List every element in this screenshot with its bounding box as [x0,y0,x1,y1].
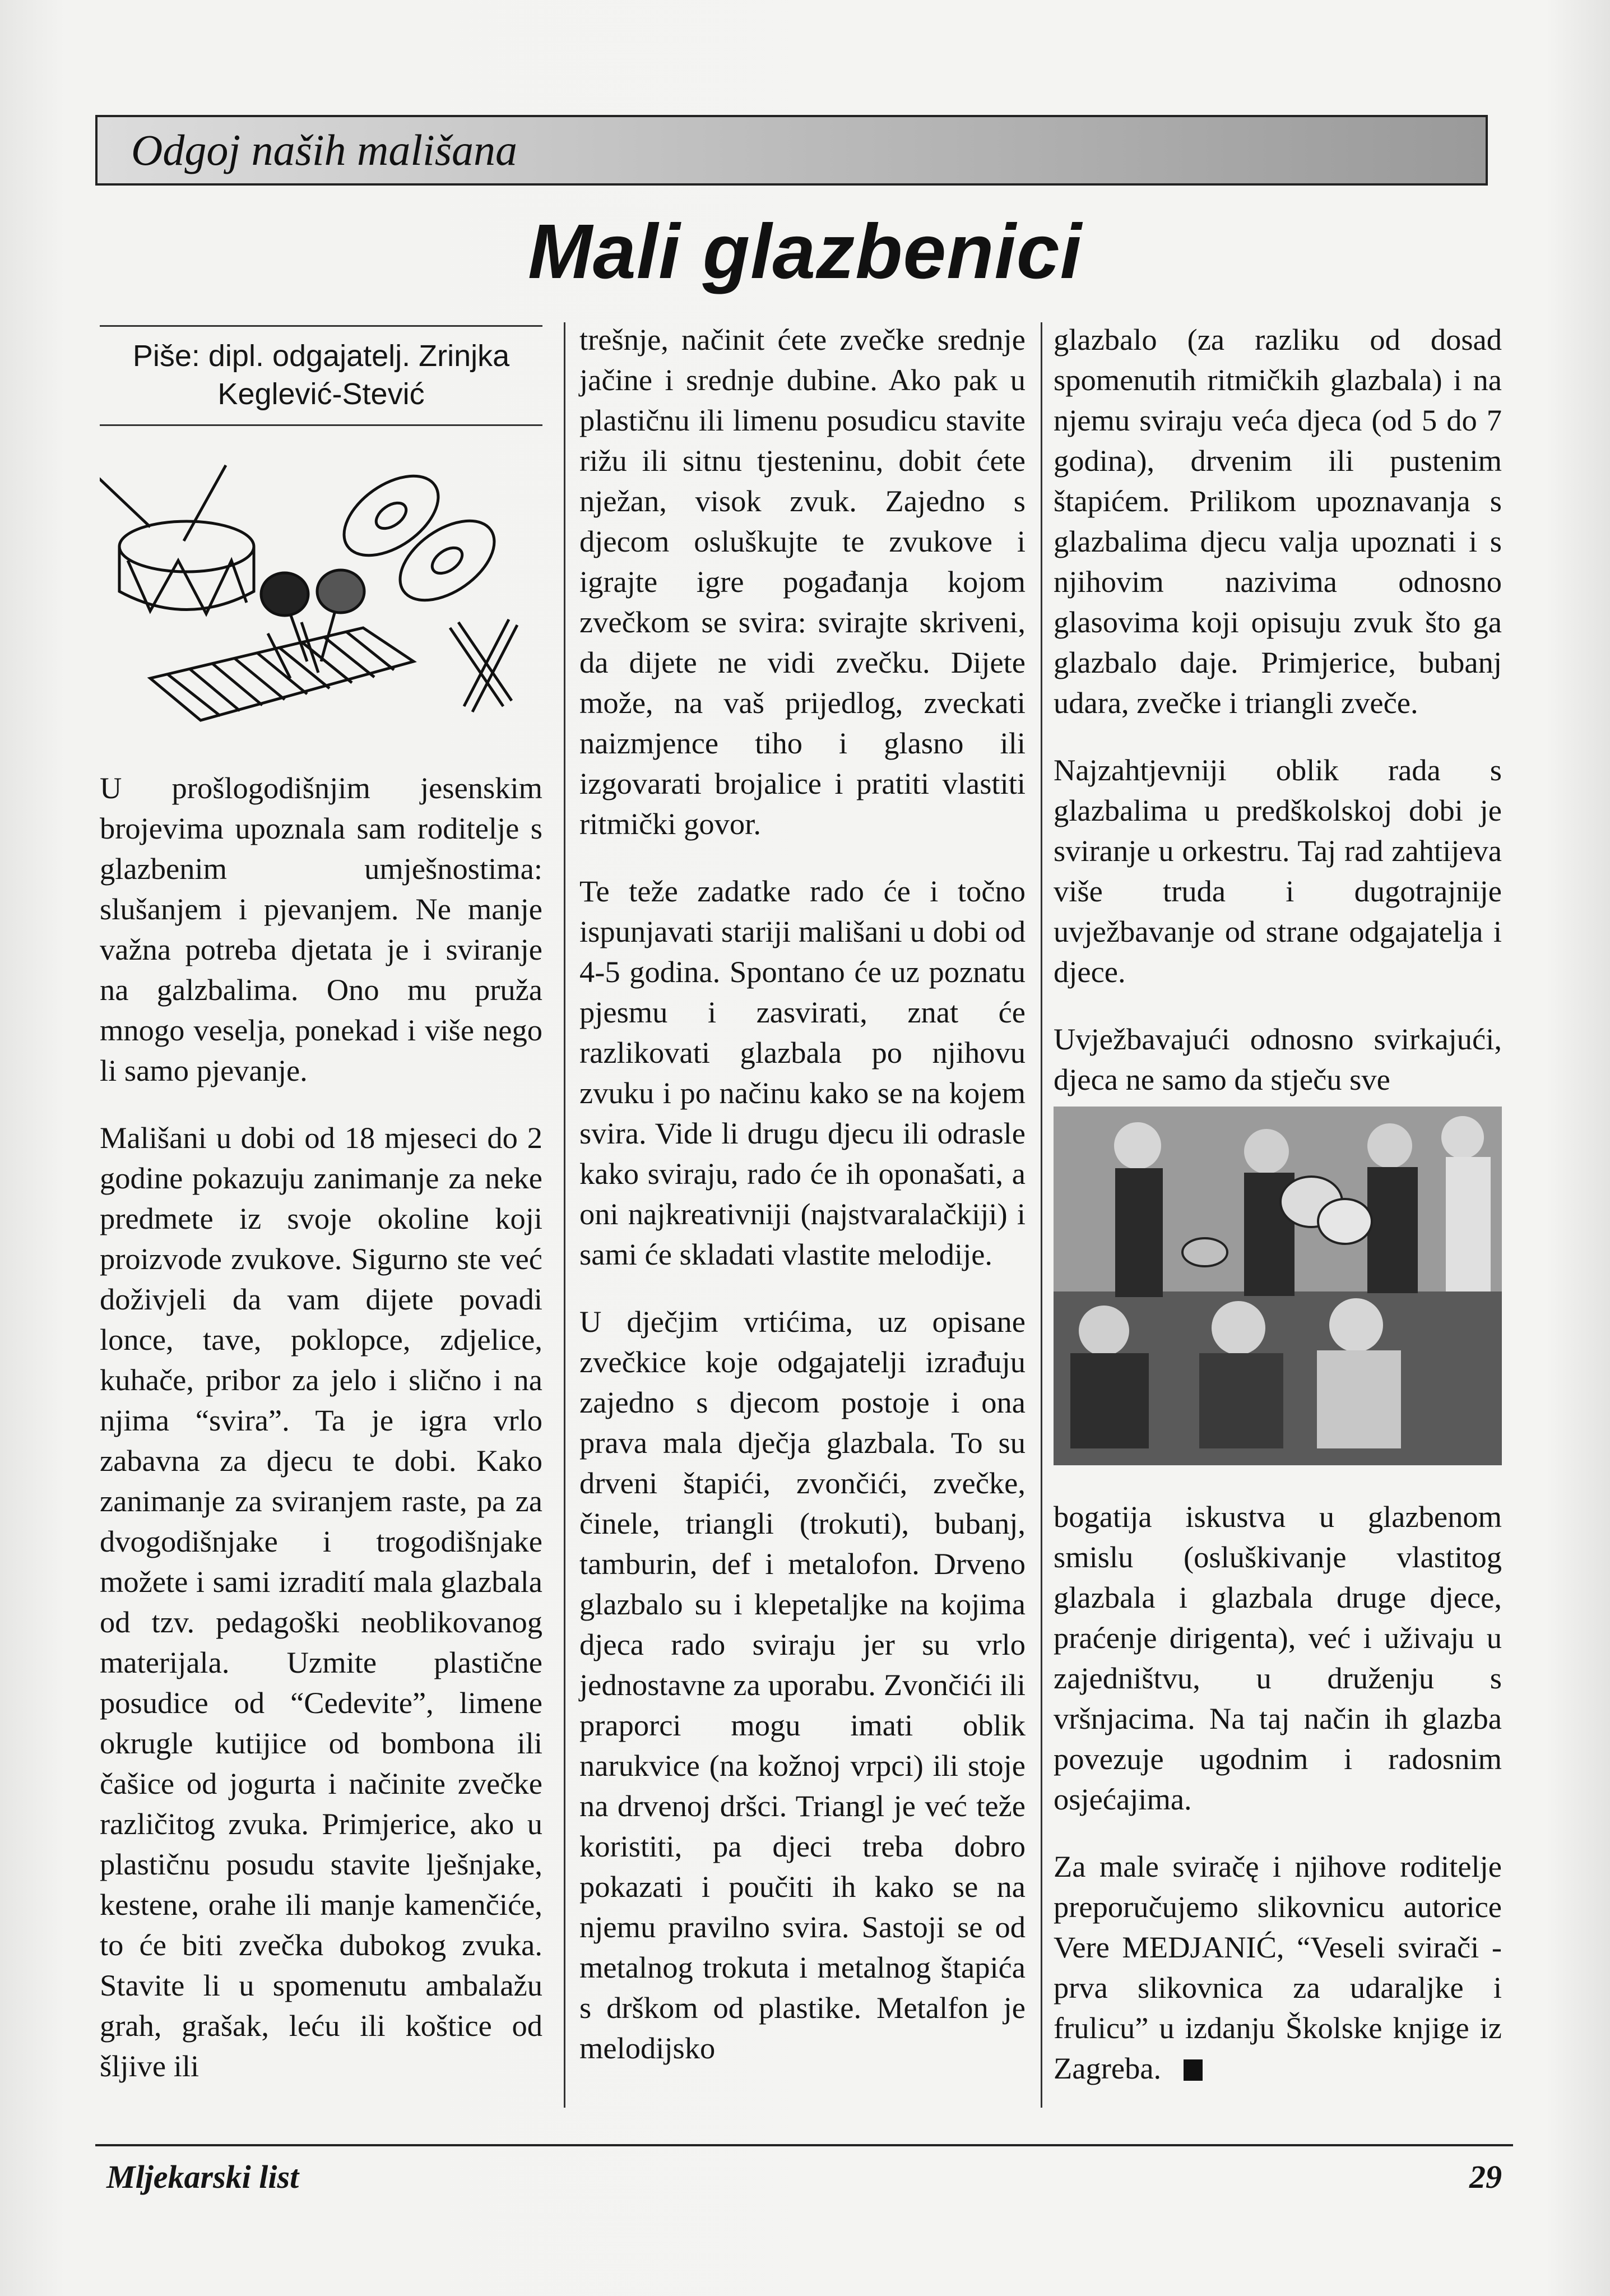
section-label: Odgoj naših mališana [131,126,518,174]
paragraph: Uvježbavajući odnosno svirkajući, djeca ne samo da stječu sve [1054,1022,1502,1096]
instruments-drawing [100,443,542,734]
paragraph: Mališani u dobi od 18 mjeseci do 2 godine pokazuju zanimanje za neke predmete iz svoje okoline koji proizvode zvukove. Sigurno ste već doživjeli da vam dijete povadi lonce, tave, poklopce, zdjelice, kuhače, pribor za jelo i slično i na njima “svira”. Ta je igra vrlo zabavna za djecu te dobi. Kako zanimanje za sviranjem raste, pa za dvogodišnjake i trogodišnjake možete i sami izradití mala glazbala od tzv. pedagoški neoblikovanog materijala. Uzmite plastične posudice od “Cedevite”, limene okrugle kutijice od bombona ili čašice od jogurta i načinite zvečke različitog zvuka. Primjerice, ako u plastičnu posudu stavite lješnjake, kestene, orahe ili manje kamenčiće, to će biti zvečka dubokog zvuka. Stavite li u spomenutu ambalažu grah, grašak, leću ili koštice od šljive ili [100,1121,542,2083]
children-orchestra-photo [1054,1107,1502,1465]
paragraph: glazbalo (za razliku od dosad spomenutih ritmičkih glazbala) i na njemu sviraju veća djeca (od 5 do 7 godina), drvenim ili pustenim štapićem. Prilikom upoznavanja s glazbalima djecu valja upoznati i s njihovim nazivima odnosno glasovima koji opisuju zvuk što ga glazbalo daje. Primjerice, bubanj udara, zvečke i triangli zveče. [1054,322,1502,720]
paragraph: Najzahtjevniji oblik rada s glazbalima u predškolskoj dobi je sviranje u orkestru. Taj rad zahtijeva više truda i dugotrajnije uvježbavanje od strane odgajatelja i djece. [1054,753,1502,989]
paragraph: trešnje, načinit ćete zvečke srednje jačine i srednje dubine. Ako pak u plastičnu ili limenu posudicu stavite rižu ili sitnu tjesteninu, dobit ćete nježan, visok zvuk. Zajedno s djecom osluškujte te zvukove i igrajte igre pogađanja kojom zvečkom se svira: svirajte skriveni, da dijete ne vidi zvečku. Dijete može, na vaš prijedlog, zveckati naizmjence tiho i glasno ili izgovarati brojalice i pratiti vlastiti ritmički govor. [579,322,1026,841]
column-divider-2 [1041,322,1042,2108]
author-byline: Piše: dipl. odgajatelj. Zrinjka Keglević-Stević [100,325,542,426]
paragraph: U prošlogodišnjim jesenskim brojevima upoznala sam roditelje s glazbenim umješnostima: slušanjem i pjevanjem. Ne manje važna potreba djetata je i sviranje na galzbalima. Ono mu pruža mnogo veselja, ponekad i više nego li samo pjevanje. [100,771,542,1087]
column-1 [100,325,542,2113]
paragraph [1054,1846,1502,2089]
page-number: 29 [1469,2159,1502,2195]
section-banner [95,115,1488,186]
column-divider-1 [564,322,565,2108]
column-2 [579,320,1026,2095]
paragraph: U dječjim vrtićima, uz opisane zvečkice koje odgajatelji izrađuju zajedno s djecom postoje i ona prava mala dječja glazbala. To su drveni štapići, zvončići, zvečke, činele, triangli (trokuti), bubanj, tamburin, def i metalofon. Drveno glazbalo su i klepetaljke na kojima djeca rado sviraju jer su vrlo jednostavne za uporabu. Zvončići ili praporci mogu imati oblik narukvice (na kožnoj vrpci) ili stoje na drvenoj dršci. Triangl je već teže koristiti, pa djeci treba dobro pokazati i poučiti ih kako se na njemu pravilno svira. Sastoji se od metalnog trokuta i metalnog štapića s drškom od plastike. Metalfon je melodijsko [579,1304,1026,2065]
column-3 [1054,320,1502,2089]
instruments-illustration [100,443,542,734]
footer-rule [95,2144,1513,2146]
paragraph: bogatija iskustva u glazbenom smislu (osluškivanje vlastitog glazbala i glazbala druge djece, praćenje dirigenta), već i uživaju u zajedništvu, u druženju s vršnjacima. Na taj način ih glazba povezuje ugodnim i radosnim osjećajima. [1054,1499,1502,1816]
paragraph: Te teže zadatke rado će i točno ispunjavati stariji mališani u dobi od 4-5 godina. Spontano će uz poznatu pjesmu i zasvirati, znat će razlikovati glazbala po njihovu zvuku i po načinu kako se na kojem svira. Vide li drugu djecu ili odrasle kako sviraju, rado će ih oponašati, a oni najkreativniji (najstvaralačkiji) i sami će skladati vlastite melodije. [579,874,1026,1271]
publication-name: Mljekarski list [106,2159,299,2195]
paragraph-text: Za male sviračę i njihove roditelje preporučujemo slikovnicu autorice Vere MEDJANIĆ, “Veseli svirači - prva slikovnica za udaraljke i frulicu” u izdanju Školske knjige iz Zagreba. [1054,1849,1502,2085]
article-title: Mali glazbenici [528,209,1082,295]
end-mark [1184,2059,1203,2081]
photo-image [1054,1107,1502,1465]
